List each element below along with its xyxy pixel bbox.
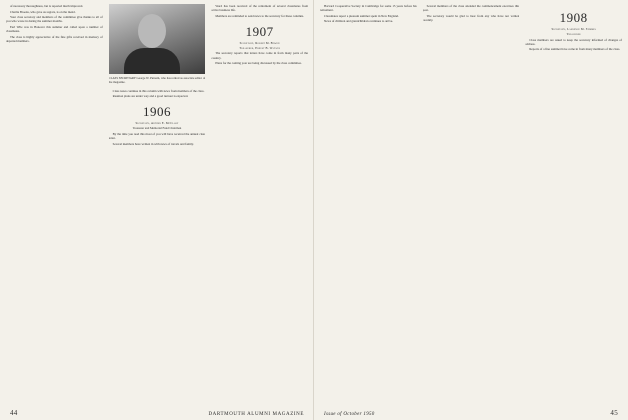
paragraph: Charlie Brooks, who gave us regrets, is on the mend.: [10, 9, 76, 14]
page-number: 45: [610, 409, 618, 417]
paragraph: Reports of a fine summer have come in from many members of the class.: [529, 47, 621, 52]
left-col-2: [109, 4, 206, 404]
right-col-3: [525, 4, 622, 404]
left-col-3: [211, 4, 308, 404]
right-col-2: [423, 4, 520, 404]
paragraph: Your class secretary and members of the committee give thanks to all of you who wrote in during the summer months.: [6, 15, 103, 24]
portrait-photo: [109, 4, 206, 74]
paragraph: The secretary would be glad to hear from any who have not written recently.: [422, 13, 520, 22]
section-line: Secretary, Arthur E. McClary: [135, 121, 179, 126]
paragraph: By the time you read this most of you will have received the annual class letter.: [108, 131, 206, 141]
paragraph: Earl Wile was in Hanover this summer and called upon a number of classmates.: [6, 25, 103, 34]
class-year-heading: 1908: [559, 10, 588, 25]
right-page: [314, 0, 628, 420]
class-year-heading: 1906: [143, 104, 171, 120]
section-line: Secretary, Robert M. Bowen: [239, 40, 280, 45]
section-line: Treasurer: [566, 31, 581, 36]
paragraph: Class notes continue in this column with news from members of the class.: [112, 88, 205, 93]
paragraph: News of children and grandchildren continues to arrive.: [324, 19, 394, 24]
portrait-body: [124, 48, 180, 74]
issue-date: Issue of October 1950: [324, 412, 375, 417]
class-year-heading: 1907: [245, 23, 274, 39]
paragraph: Several members of the class attended the commencement exercises this year.: [422, 4, 520, 13]
paragraph: Several members have written in with news of travels and family.: [112, 141, 194, 146]
paragraph: Word has been received of the retirement of several classmates from active business life.: [211, 4, 309, 13]
section-line: Treasurer, Ernest B. Watson: [239, 45, 281, 50]
paragraph: The secretary reports that letters have come in from many parts of the country.: [211, 51, 309, 60]
right-col-1: [320, 4, 417, 404]
paragraph: Class members are asked to keep the secretary informed of changes of address.: [525, 37, 623, 46]
paragraph: Harvard Cooperative Society in Cambridge for some 15 years before his retirement.: [320, 4, 417, 13]
page-footer: [314, 409, 628, 417]
paragraph: The class is highly appreciative of the fine gifts received in memory of departed members.: [6, 34, 103, 44]
section-line: Treasurer and Memorial Fund Chairman: [132, 126, 182, 131]
section-line: Secretary, Laurence M. Symmes: [551, 27, 596, 31]
paragraph: of necessary thoroughness, but is reported much improved.: [10, 4, 84, 8]
paragraph: Reunion plans are under way and a good turnout is expected.: [112, 94, 189, 99]
paragraph: Members are reminded to send news to the secretary for these columns.: [215, 13, 305, 18]
photo-caption: CLASS SECRETARY George W. Putnam, who has retired as associate editor of the magazine.: [108, 76, 206, 84]
paragraph: Classmates report a pleasant summer spent in New England.: [324, 13, 399, 18]
page-number: 44: [10, 409, 18, 417]
portrait-face: [138, 14, 166, 48]
publication-name: DARTMOUTH ALUMNI MAGAZINE: [208, 412, 304, 417]
paragraph: Plans for the coming year are being discussed by the class committee.: [215, 61, 302, 66]
left-col-1: [6, 4, 103, 404]
page-footer: [0, 409, 314, 417]
